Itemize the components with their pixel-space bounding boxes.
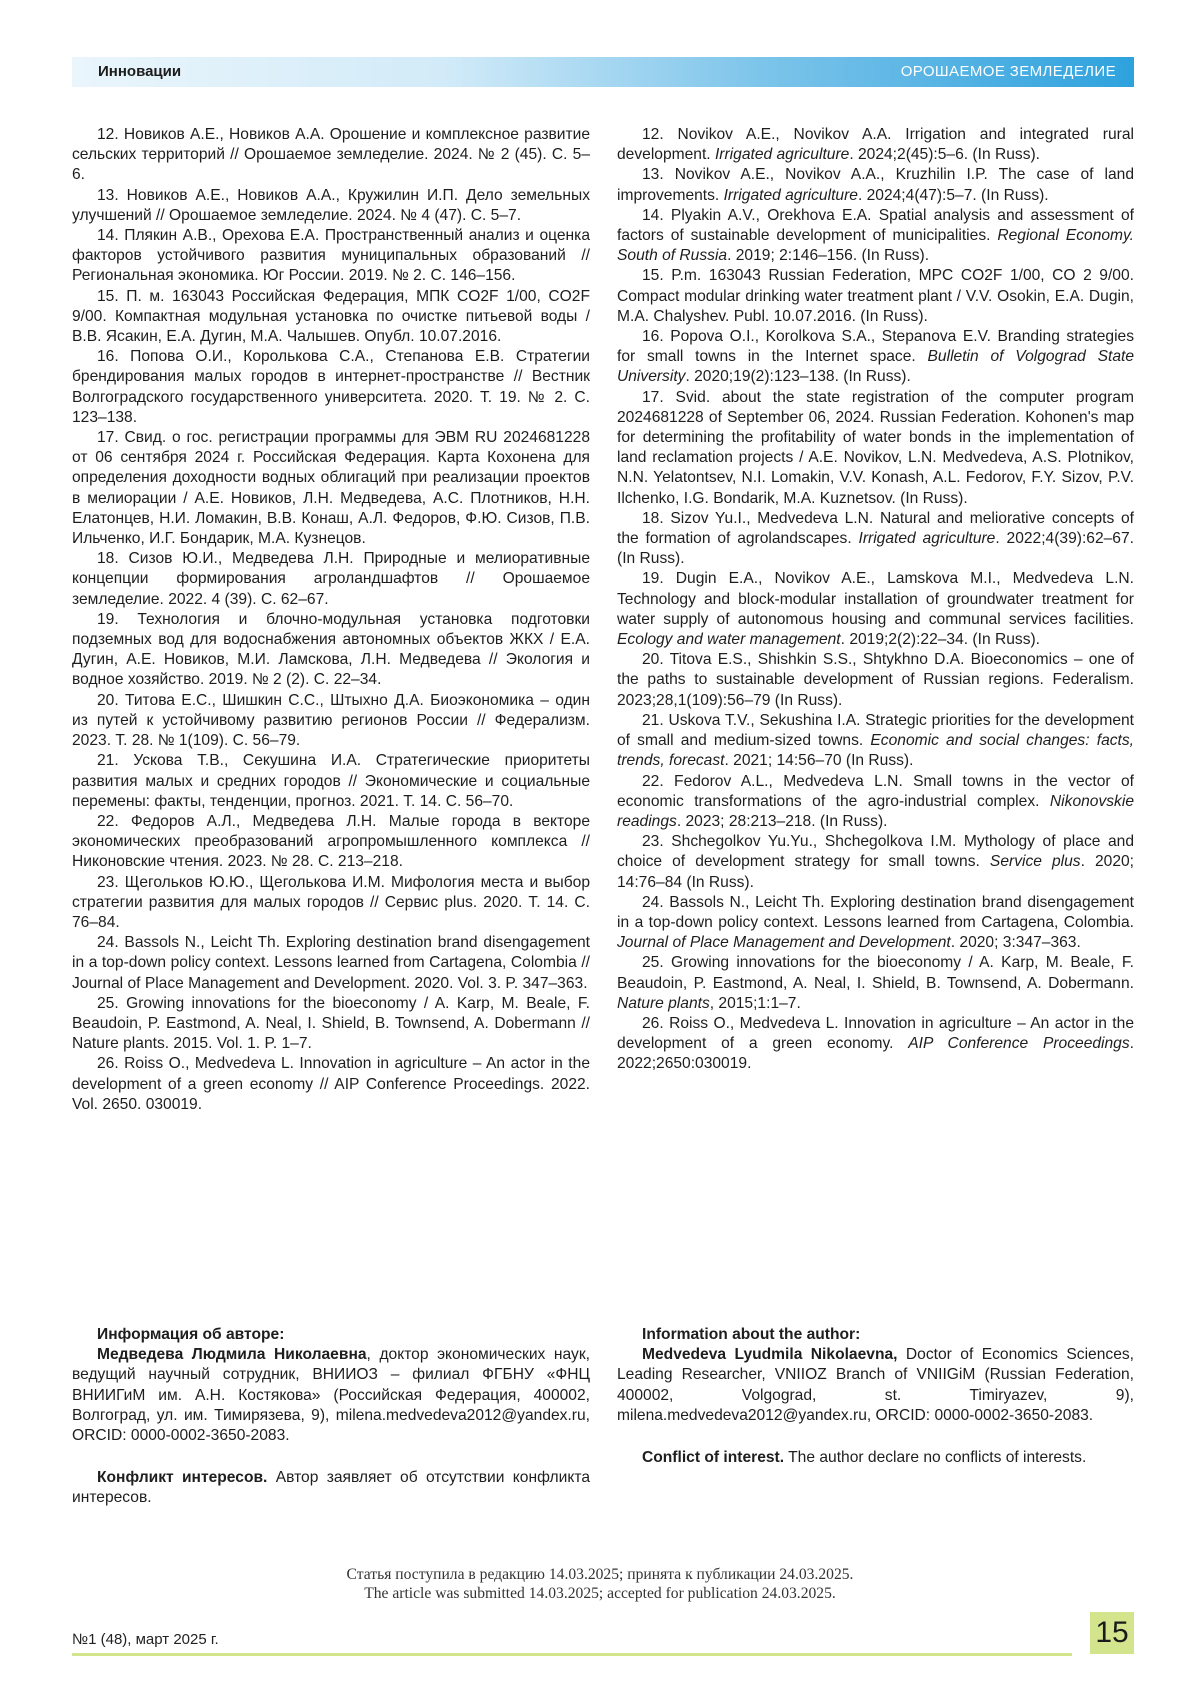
section-title: Инновации — [98, 63, 182, 80]
conflict-label-en: Conflict of interest. — [642, 1449, 785, 1467]
reference-en-it: Irrigated agriculture — [723, 186, 858, 204]
reference-ru-item: 19. Технология и блочно-модульная установка подготовки подземных вод для водоснабжения автономных объектов ЖКХ / Е.А. Дугин, А.Е. Новиков, М.И. Ламскова, Л.Н. Медведева // Экология и водное хозяйство. 2019. № 2 (2). С. 22–34. — [72, 610, 590, 689]
author-name-en: Medvedeva Lyudmila Nikolaevna, — [642, 1346, 898, 1364]
reference-en-post: . 2020; 3:347–363. — [950, 934, 1081, 952]
reference-en-post: , 2015;1:1–7. — [709, 994, 801, 1012]
reference-en-pre: 25. Growing innovations for the bioeconomy / A. Karp, M. Beale, F. Beaudoin, P. Eastmond, A. Neal, I. Shield, B. Townsend, A. Dobermann. — [617, 954, 1134, 992]
reference-en-pre: 26. Roiss O., Medvedeva L. Innovation in agriculture – An actor in the development of a green economy. — [617, 1014, 1134, 1053]
reference-en-item — [617, 953, 1134, 1014]
reference-en-post: . 2023; 28:213–218. (In Russ). — [676, 812, 888, 830]
reference-en-item — [617, 327, 1134, 388]
conflict-label-ru: Конфликт интересов. — [97, 1469, 268, 1487]
reference-en-pre: 20. Titova E.S., Shishkin S.S., Shtykhno D.A. Bioeconomics – one of the paths to sustainable development of Russian regions. Federalism. 2023;28,1(109):56–79 (In Russ). — [617, 651, 1134, 709]
reference-en-it: Irrigated agriculture — [714, 146, 850, 164]
reference-en-post: . 2020; 14:76–84 (In Russ). — [617, 853, 1135, 891]
reference-ru-item: 17. Свид. о гос. регистрации программы для ЭВМ RU 2024681228 от 06 сентября 2024 г. Российская Федерация. Карта Кохонена для определения доходности водных облигаций при реализации проектов в мелиорации / А.Е. Новиков, Л.Н. Медведева, А.С. Плотников, Н.Н. Елатонцев, Н.И. Ломакин, В.В. Конаш, А.Л. Федоров, Ф.Ю. Сизов, П.В. Ильченко, И.Г. Бондарик, М.А. Кузнецов. — [72, 429, 590, 548]
reference-en-item — [617, 1014, 1134, 1075]
submission-note-ru: Статья поступила в редакцию 14.03.2025; принята к публикации 24.03.2025. — [346, 1566, 854, 1583]
reference-en-pre: 18. Sizov Yu.I., Medvedeva L.N. Natural and meliorative concepts of the formation of agrolandscapes. — [617, 509, 1134, 548]
reference-en-post: . 2021; 14:56–70 (In Russ). — [724, 752, 914, 770]
journal-title: ОРОШАЕМОЕ ЗЕМЛЕДЕЛИЕ — [900, 63, 1116, 80]
reference-en-item — [617, 650, 1134, 711]
reference-en-pre: 22. Fedorov A.L., Medvedeva L.N. Small towns in the vector of economic transformations of the agro-industrial complex. — [617, 772, 1134, 810]
conflict-text-en: The author declare no conflicts of interests. — [784, 1449, 1087, 1467]
reference-ru-item: 15. П. м. 163043 Российская Федерация, МПК CO2F 1/00, CO2F 9/00. Компактная модульная установка по очистке питьевой воды / В.В. Ясакин, Е.А. Дугин, М.А. Чалышев. Опубл. 10.07.2016. — [72, 287, 590, 346]
author-info-ru — [72, 1325, 590, 1509]
header-bar — [72, 57, 1134, 87]
reference-en-it: Bulletin of Volgograd State University — [617, 348, 1134, 386]
issue-label: №1 (48), март 2025 г. — [72, 1631, 219, 1648]
author-info-en — [617, 1325, 1134, 1468]
references-en — [617, 125, 1134, 1075]
reference-en-post: . 2019; 2:146–156. (In Russ). — [727, 247, 930, 265]
reference-en-post: . 2024;2(45):5–6. (In Russ). — [849, 146, 1041, 164]
reference-ru-item: 24. Bassols N., Leicht Th. Exploring destination brand disengagement in a top-down policy context. Lessons learned from Cartagena, Colombia // Journal of Place Management and Development. 2020. Vol. 3. P. 347–363. — [72, 934, 590, 992]
reference-en-pre: 13. Novikov A.E., Novikov A.A., Kruzhilin I.P. The case of land improvements. — [617, 166, 1134, 204]
reference-ru-item: 20. Титова Е.С., Шишкин С.С., Штыхно Д.А. Биоэкономика – один из путей к устойчивому развитию регионов России // Федерализм. 2023. Т. 28. № 1(109). С. 56–79. — [72, 691, 590, 750]
reference-en-post: . 2022;2650:030019. — [617, 1035, 1134, 1073]
reference-ru-item: 26. Roiss O., Medvedeva L. Innovation in agriculture – An actor in the development of a green economy // AIP Conference Proceedings. 2022. Vol. 2650. 030019. — [72, 1055, 590, 1113]
references-ru — [72, 125, 590, 1115]
reference-en-pre: 24. Bassols N., Leicht Th. Exploring destination brand disengagement in a top-down policy context. Lessons learned from Cartagena, Colombia. — [617, 893, 1134, 931]
reference-en-post: . 2022;4(39):62–67. (In Russ). — [617, 530, 1134, 568]
reference-en-pre: 19. Dugin E.A., Novikov A.E., Lamskova M.I., Medvedeva L.N. Technology and block-modular installation of groundwater treatment for water supply of autonomous housing and communal services facilities. — [617, 570, 1134, 628]
reference-en-item — [617, 509, 1134, 570]
reference-en-post: . 2019;2(2):22–34. (In Russ). — [840, 631, 1041, 649]
reference-en-item — [617, 832, 1134, 893]
reference-en-it: Ecology and water management — [617, 631, 841, 649]
reference-en-post: . 2024;4(47):5–7. (In Russ). — [857, 186, 1049, 204]
reference-en-pre: 12. Novikov A.E., Novikov A.A. Irrigation and integrated rural development. — [617, 126, 1134, 164]
reference-en-it: Regional Economy. South of Russia — [617, 227, 1134, 265]
reference-ru-item: 23. Щегольков Ю.Ю., Щеголькова И.М. Мифология места и выбор стратегии развития для малых городов // Сервис plus. 2020. Т. 14. С. 76–84. — [72, 873, 590, 931]
submission-note-en: The article was submitted 14.03.2025; accepted for publication 24.03.2025. — [364, 1585, 836, 1602]
reference-en-pre: 14. Plyakin A.V., Orekhova E.A. Spatial analysis and assessment of factors of sustainable development of municipalities. — [617, 206, 1134, 245]
reference-en-it: Journal of Place Management and Development — [617, 934, 951, 952]
reference-en-pre: 23. Shchegolkov Yu.Yu., Shchegolkova I.M. Mythology of place and choice of development strategy for small towns. — [617, 833, 1134, 871]
submission-notes — [0, 1565, 1200, 1603]
reference-ru-item: 18. Сизов Ю.И., Медведева Л.Н. Природные и мелиоративные концепции формирования агроландшафтов // Орошаемое земледелие. 2022. 4 (39). С. 62–67. — [72, 550, 590, 608]
reference-en-it: Irrigated agriculture — [858, 530, 996, 548]
reference-ru-item: 25. Growing innovations for the bioeconomy / A. Karp, M. Beale, F. Beaudoin, P. Eastmond, A. Neal, I. Shield, B. Townsend, A. Dobermann // Nature plants. 2015. Vol. 1. P. 1–7. — [72, 994, 590, 1053]
reference-en-item — [617, 893, 1134, 954]
reference-en-item — [617, 388, 1134, 509]
reference-en-item — [617, 266, 1134, 327]
reference-en-pre: 17. Svid. about the state registration of the computer program 2024681228 of September 06, 2024. Russian Federation. Kohonen's map for determining the profitability of water bonds in the implementation of land reclamation projects / A.E. Novikov, L.N. Medvedeva, A.S. Plotnikov, N.N. Yelatontsev, N.I. Lomakin, V.V. Konash, A.L. Fedorov, F.Y. Sizov, P.V. Ilchenko, I.G. Bondarik, M.A. Kuznetsov. (In Russ). — [617, 388, 1134, 507]
reference-en-it: Nature plants — [617, 994, 710, 1012]
reference-en-pre: 16. Popova O.I., Korolkova S.A., Stepanova E.V. Branding strategies for small towns in the Internet space. — [617, 328, 1134, 366]
conflict-text-ru: Автор заявляет об отсутствии конфликта интересов. — [72, 1469, 590, 1507]
reference-en-it: Economic and social changes: facts, trends, forecast — [617, 732, 1135, 770]
reference-en-it: AIP Conference Proceedings — [908, 1035, 1130, 1053]
reference-en-pre: 15. P.m. 163043 Russian Federation, MPC CO2F 1/00, CO 2 9/00. Compact modular drinking water treatment plant / V.V. Osokin, E.A. Dugin, M.A. Chalyshev. Publ. 10.07.2016. (In Russ). — [617, 267, 1134, 325]
reference-en-it: Nikonovskie readings — [617, 792, 1134, 830]
author-details-ru: , доктор экономических наук, ведущий научный сотрудник, ВНИИОЗ – филиал ФГБНУ «ФНЦ ВНИИГиМ им. А.Н. Костякова» (Российская Федерация, 400002, Волгоград, ул. им. Тимирязева, 9), milena.medvedeva2012@yandex.ru, ORCID: 0000-0002-3650-2083. — [72, 1346, 590, 1445]
page-number: 15 — [1090, 1612, 1134, 1654]
reference-en-post: . 2020;19(2):123–138. (In Russ). — [685, 368, 911, 386]
author-name-ru: Медведева Людмила Николаевна — [97, 1346, 367, 1364]
reference-en-item — [617, 772, 1134, 833]
footer-divider — [72, 1653, 1072, 1656]
author-heading-ru: Информация об авторе: — [97, 1326, 285, 1343]
reference-en-item — [617, 206, 1134, 267]
reference-ru-item: 22. Федоров А.Л., Медведева Л.Н. Малые города в векторе экономических преобразований агропромышленного комплекса // Никоновские чтения. 2023. № 28. С. 213–218. — [72, 812, 590, 871]
author-details-en: Doctor of Economics Sciences, Leading Researcher, VNIIOZ Branch of VNIIGiM (Russian Federation, 400002, Volgograd, st. Timiryazev, 9), milena.medvedeva2012@yandex.ru, ORCID: 0000-0002-3650-2083. — [617, 1346, 1134, 1424]
reference-en-item — [617, 165, 1134, 205]
reference-en-it: Service plus — [989, 853, 1081, 871]
reference-en-pre: 21. Uskova T.V., Sekushina I.A. Strategic priorities for the development of small and medium-sized towns. — [617, 711, 1134, 750]
reference-en-item — [617, 125, 1134, 165]
reference-ru-item: 13. Новиков А.Е., Новиков А.А., Кружилин И.П. Дело земельных улучшений // Орошаемое земледелие. 2024. № 4 (47). С. 5–7. — [72, 186, 590, 224]
reference-ru-item: 21. Ускова Т.В., Секушина И.А. Стратегические приоритеты развития малых и средних городов // Экономические и социальные перемены: факты, тенденции, прогноз. 2021. Т. 14. С. 56–70. — [72, 752, 590, 810]
reference-ru-item: 14. Плякин А.В., Орехова Е.А. Пространственный анализ и оценка факторов устойчивого развития муниципальных образований // Региональная экономика. Юг России. 2019. № 2. С. 146–156. — [72, 227, 590, 285]
author-heading-en: Information about the author: — [642, 1326, 861, 1343]
reference-en-item — [617, 569, 1134, 650]
reference-en-item — [617, 711, 1134, 772]
reference-ru-item: 12. Новиков А.Е., Новиков А.А. Орошение и комплексное развитие сельских территорий // Орошаемое земледелие. 2024. № 2 (45). С. 5–6. — [72, 126, 590, 184]
reference-ru-item: 16. Попова О.И., Королькова С.А., Степанова Е.В. Стратегии брендирования малых городов в интернет-пространстве // Вестник Волгоградского государственного университета. 2020. Т. 19. № 2. С. 123–138. — [72, 348, 590, 426]
